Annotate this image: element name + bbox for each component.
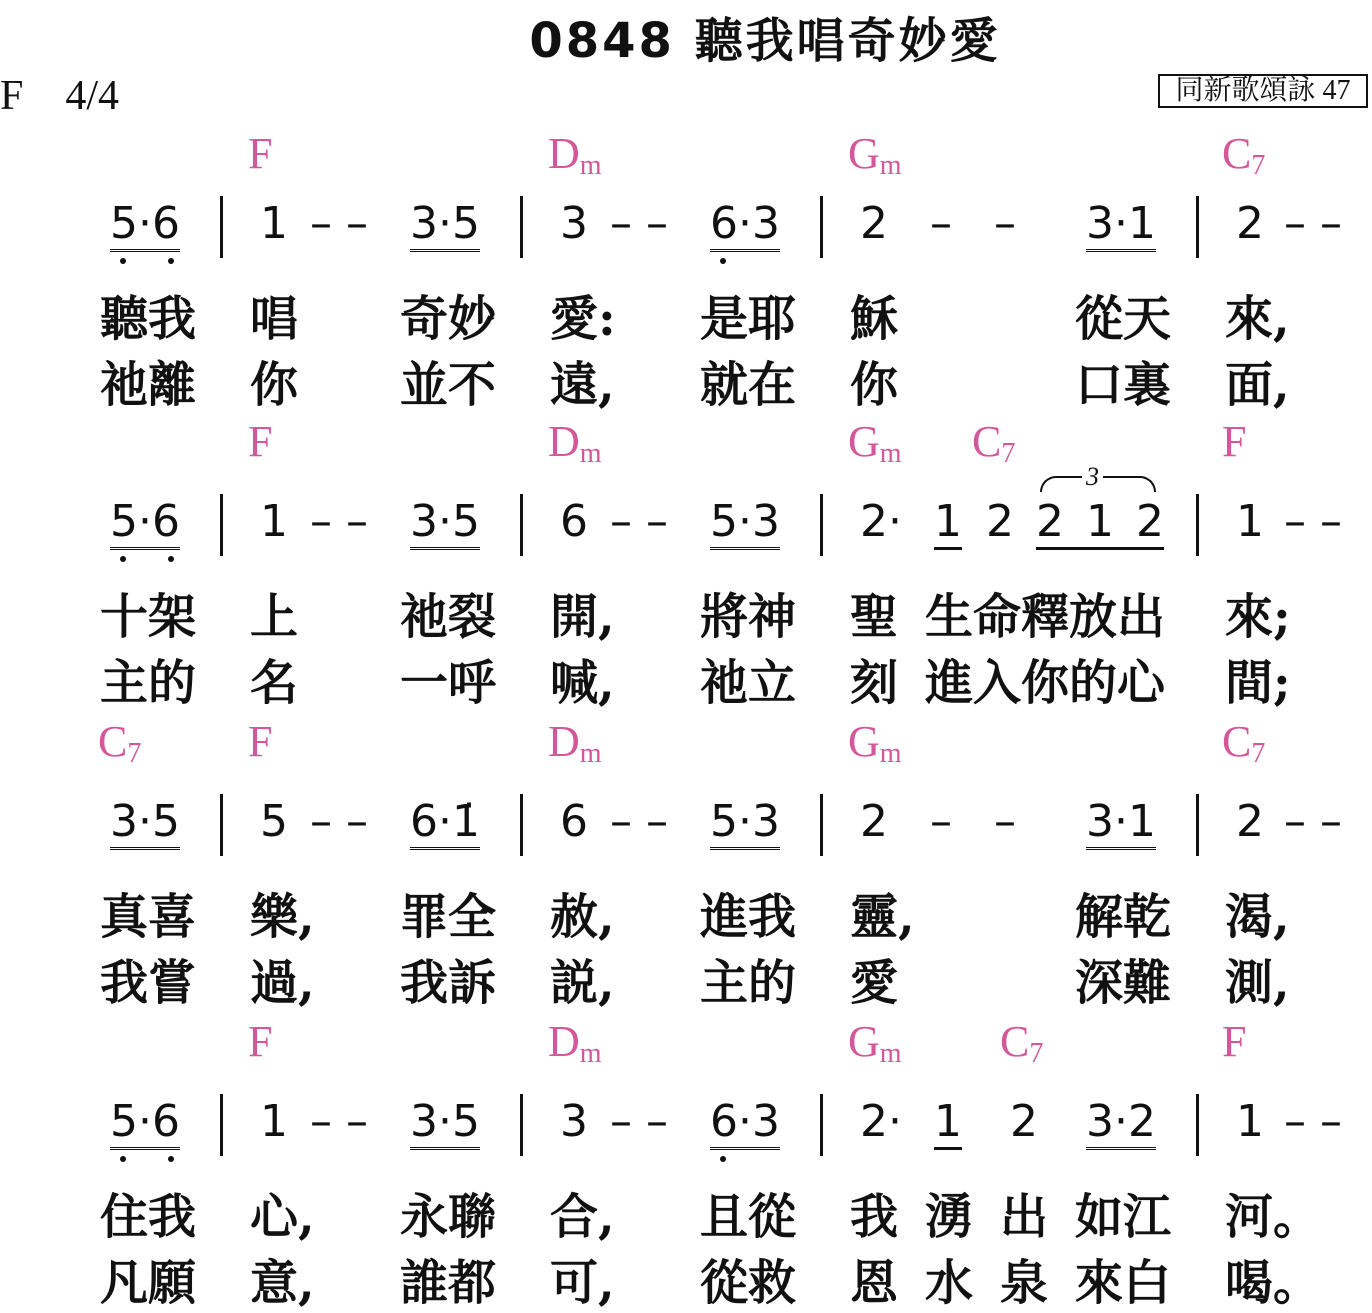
chord: $D_m$: [548, 1017, 602, 1069]
bar-line: [220, 794, 223, 856]
bar-line: [220, 1094, 223, 1156]
lyric-v1: 來,: [1225, 291, 1290, 347]
bar-line: [1196, 794, 1199, 856]
lyric-v1: 罪全: [400, 889, 497, 945]
low-octave-dot: [168, 1156, 174, 1162]
lyric-v2: 名: [250, 655, 299, 711]
low-octave-dot: [120, 1156, 126, 1162]
note: 6: [560, 496, 588, 547]
note: 2·: [860, 1096, 902, 1147]
low-octave-dot: [120, 556, 126, 562]
lyric-v1: 且從: [700, 1189, 797, 1245]
lyric-v2: 喝。: [1225, 1255, 1322, 1311]
hold-dashes: – –: [930, 796, 1016, 847]
note: 3·5: [410, 198, 480, 252]
lyric-v1: 生命釋放出: [925, 589, 1166, 645]
chord: $D_m$: [548, 129, 602, 181]
bar-line: [1196, 1094, 1199, 1156]
hold-dashes: – –: [310, 796, 368, 847]
lyric-v2: 遠,: [550, 357, 615, 413]
lyric-v1: 唱: [250, 291, 299, 347]
lyric-v2: 我訴: [400, 955, 497, 1011]
lyric-v2: 你: [250, 357, 299, 413]
note: 6·3: [710, 1096, 780, 1150]
note: 1: [1236, 1096, 1264, 1147]
note: 1: [260, 198, 288, 249]
lyric-v2: 誰都: [400, 1255, 497, 1311]
chord: F: [1222, 417, 1247, 466]
hold-dashes: – –: [610, 796, 668, 847]
chord: $C_7$: [98, 717, 142, 769]
bar-line: [1196, 196, 1199, 258]
note: 5·3: [710, 496, 780, 550]
note: 6·1̇: [410, 796, 480, 850]
lyric-v2: 來白: [1075, 1255, 1172, 1311]
lyric-v1: 住我: [100, 1189, 197, 1245]
lyric-v2: 深難: [1075, 955, 1172, 1011]
chord: F: [248, 417, 273, 466]
lyric-v2: 我嘗: [100, 955, 197, 1011]
lyric-v2: 泉: [1000, 1255, 1049, 1311]
hymn-title: 0848 聽我唱奇妙愛: [529, 13, 1001, 69]
low-octave-dot: [168, 258, 174, 264]
hold-dashes: – –: [610, 496, 668, 547]
note: 6·3: [710, 198, 780, 252]
note: 1: [1236, 496, 1264, 547]
bar-line: [220, 494, 223, 556]
note: 6: [560, 796, 588, 847]
lyric-v1: 樂,: [250, 889, 315, 945]
lyric-v1: 愛:: [550, 291, 616, 347]
lyric-v1: 湧: [925, 1189, 974, 1245]
chord: F: [248, 717, 273, 766]
lyric-v1: 合,: [550, 1189, 615, 1245]
note-pickup: 3·5: [110, 796, 180, 850]
lyric-v1: 祂裂: [400, 589, 497, 645]
lyric-v1: 是耶: [700, 291, 797, 347]
lyric-v2: 進入你的心: [925, 655, 1166, 711]
lyric-v2: 祂立: [700, 655, 797, 711]
note: 2·: [860, 496, 902, 547]
lyric-v1: 真喜: [100, 889, 197, 945]
low-octave-dot: [120, 258, 126, 264]
note: 3·2: [1086, 1096, 1156, 1150]
hold-dashes: – –: [310, 1096, 368, 1147]
note: 1: [934, 1096, 962, 1150]
lyric-v2: 愛: [850, 955, 899, 1011]
lyric-v2: 主的: [100, 655, 197, 711]
low-octave-dot: [168, 556, 174, 562]
lyric-v2: 口裏: [1075, 357, 1172, 413]
bar-line: [820, 494, 823, 556]
hold-dashes: – –: [610, 1096, 668, 1147]
lyric-v1: 出: [1000, 1189, 1049, 1245]
lyric-v2: 可,: [550, 1255, 615, 1311]
lyric-v2: 主的: [700, 955, 797, 1011]
key-time-signature: F 4/4: [0, 73, 120, 119]
lyric-v2: 你: [850, 357, 899, 413]
chord: $C_7$: [1222, 717, 1266, 769]
bar-line: [220, 196, 223, 258]
chord: F: [248, 129, 273, 178]
note: 3: [560, 1096, 588, 1147]
lyric-v1: 靈,: [850, 889, 915, 945]
note-pickup: 5·6: [110, 1096, 180, 1150]
note-pickup: 5·6: [110, 496, 180, 550]
note: 3·1: [1086, 198, 1156, 252]
hold-dashes: – –: [1284, 1096, 1342, 1147]
lyric-v2: 從救: [700, 1255, 797, 1311]
hold-dashes: – –: [1284, 496, 1342, 547]
low-octave-dot: [720, 258, 726, 264]
lyric-v1: 赦,: [550, 889, 615, 945]
chord: $G_m$: [848, 1017, 902, 1069]
lyric-v1: 進我: [700, 889, 797, 945]
chord: $G_m$: [848, 417, 902, 469]
lyric-v2: 説,: [550, 955, 615, 1011]
hold-dashes: – –: [310, 198, 368, 249]
lyric-v2: 過,: [250, 955, 315, 1011]
note: 5: [260, 796, 288, 847]
lyric-v1: 來;: [1225, 589, 1291, 645]
lyric-v2: 意,: [250, 1255, 315, 1311]
chord: $G_m$: [848, 717, 902, 769]
bar-line: [520, 1094, 523, 1156]
lyric-v2: 並不: [400, 357, 497, 413]
bar-line: [520, 494, 523, 556]
note: 1: [934, 496, 962, 550]
lyric-v1: 上: [250, 589, 299, 645]
note: 2: [1010, 1096, 1038, 1147]
low-octave-dot: [720, 1156, 726, 1162]
lyric-v1: 開,: [550, 589, 615, 645]
note: 3: [560, 198, 588, 249]
bar-line: [820, 196, 823, 258]
note: 2: [860, 796, 888, 847]
bar-line: [520, 794, 523, 856]
chord: $D_m$: [548, 417, 602, 469]
lyric-v2: 刻: [850, 655, 899, 711]
lyric-v1: 永聯: [400, 1189, 497, 1245]
lyric-v1: 如江: [1075, 1189, 1172, 1245]
lyric-v1: 河。: [1225, 1189, 1322, 1245]
note: 3·5: [410, 1096, 480, 1150]
triplet-number: 3: [1082, 462, 1103, 492]
lyric-v1: 奇妙: [400, 291, 497, 347]
bar-line: [820, 794, 823, 856]
note-pickup: 5·6: [110, 198, 180, 252]
hold-dashes: – –: [1284, 198, 1342, 249]
lyric-v1: 從天: [1075, 291, 1172, 347]
note: 2: [860, 198, 888, 249]
lyric-v1: 聖: [850, 589, 899, 645]
hymnal-reference: 同新歌頌詠 47: [1158, 74, 1368, 108]
note: 2: [1236, 796, 1264, 847]
lyric-v2: 間;: [1225, 655, 1291, 711]
chord: $C_7$: [1222, 129, 1266, 181]
lyric-v2: 一呼: [400, 655, 497, 711]
chord: $C_7$: [972, 417, 1016, 469]
lyric-v2: 水: [925, 1255, 974, 1311]
chord: $C_7$: [1000, 1017, 1044, 1069]
lyric-v2: 喊,: [550, 655, 615, 711]
lyric-v1: 十架: [100, 589, 197, 645]
note: 2: [1236, 198, 1264, 249]
note: 3·1: [1086, 796, 1156, 850]
chord: $D_m$: [548, 717, 602, 769]
bar-line: [820, 1094, 823, 1156]
note: 1: [260, 496, 288, 547]
bar-line: [1196, 494, 1199, 556]
lyric-v2: 凡願: [100, 1255, 197, 1311]
lyric-v1: 心,: [250, 1189, 315, 1245]
lyric-v1: 將神: [700, 589, 797, 645]
lyric-v1: 我: [850, 1189, 899, 1245]
triplet-notes: 2 1 2: [1036, 496, 1164, 550]
hold-dashes: – –: [310, 496, 368, 547]
lyric-v1: 渴,: [1225, 889, 1290, 945]
bar-line: [520, 196, 523, 258]
note: 5·3: [710, 796, 780, 850]
hold-dashes: – –: [930, 198, 1016, 249]
note: 3·5: [410, 496, 480, 550]
chord: F: [1222, 1017, 1247, 1066]
lyric-v2: 測,: [1225, 955, 1290, 1011]
lyric-v1: 聽我: [100, 291, 197, 347]
hold-dashes: – –: [1284, 796, 1342, 847]
lyric-v2: 恩: [850, 1255, 899, 1311]
note: 2: [986, 496, 1014, 547]
chord: $G_m$: [848, 129, 902, 181]
lyric-v1: 穌: [850, 291, 899, 347]
note: 1: [260, 1096, 288, 1147]
lyric-v2: 祂離: [100, 357, 197, 413]
lyric-v1: 解乾: [1075, 889, 1172, 945]
lyric-v2: 就在: [700, 357, 797, 413]
hold-dashes: – –: [610, 198, 668, 249]
lyric-v2: 面,: [1225, 357, 1290, 413]
chord: F: [248, 1017, 273, 1066]
